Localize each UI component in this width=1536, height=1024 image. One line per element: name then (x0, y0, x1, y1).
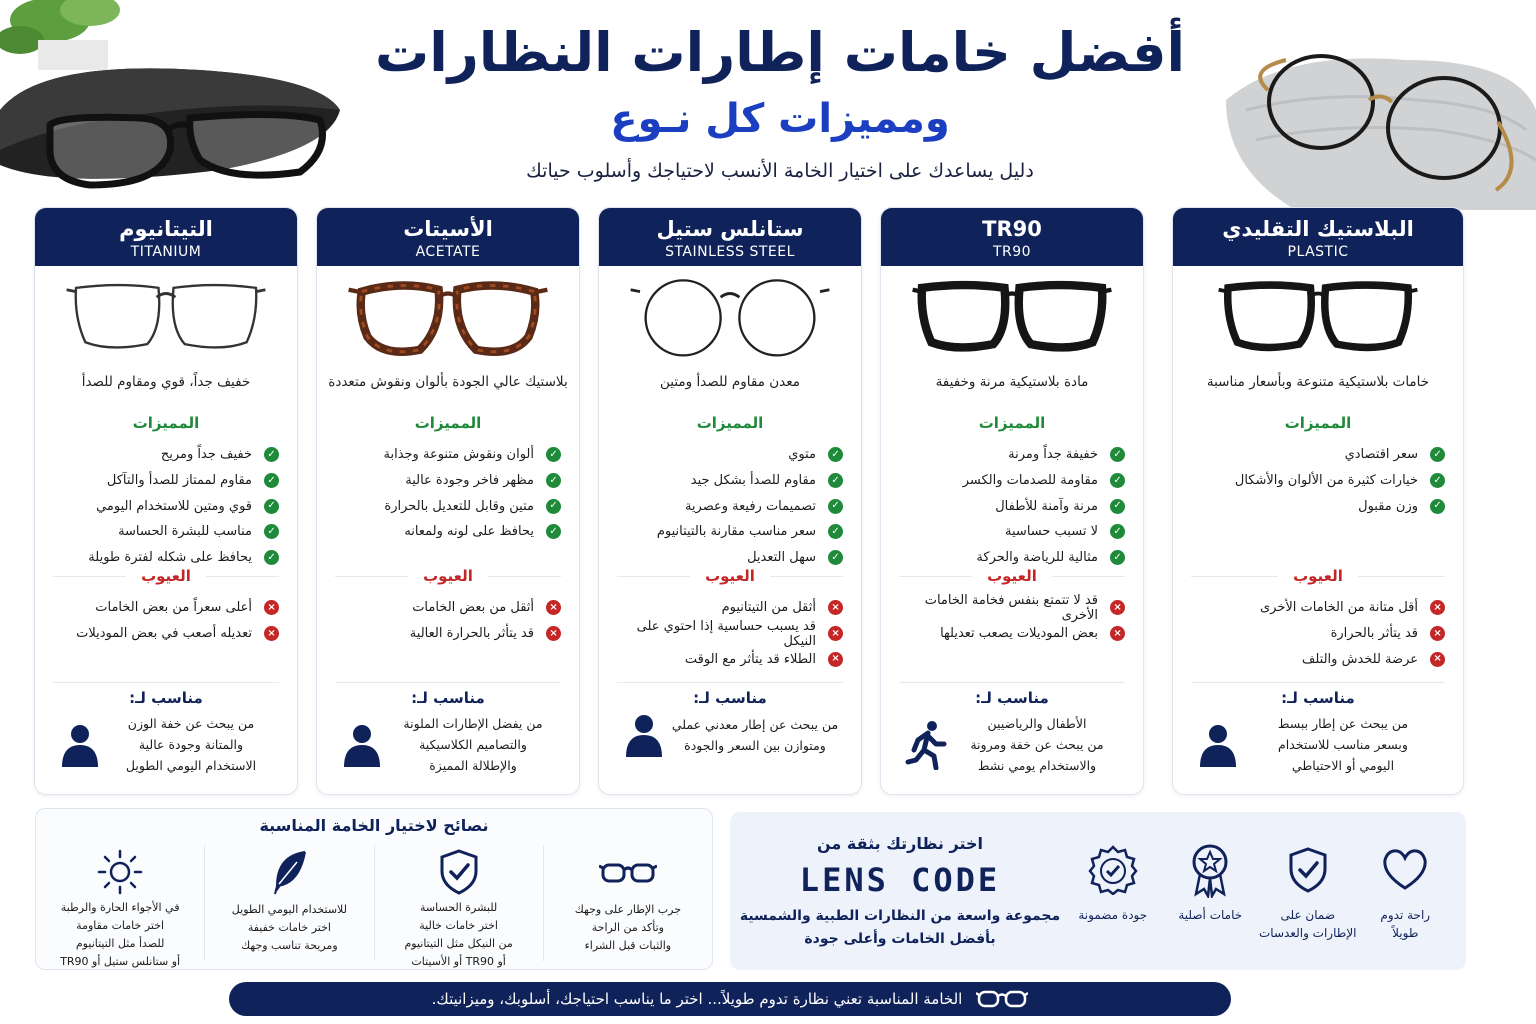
pros-title: المميزات (414, 414, 482, 432)
pro-text: سعر مناسب مقارنة بالتيتانيوم (656, 524, 816, 540)
sun-icon (97, 849, 143, 895)
pro-item (609, 493, 843, 519)
check-icon: ✓ (1110, 473, 1125, 488)
badge-line: طويلاً (1392, 926, 1419, 940)
pro-item (1183, 442, 1445, 468)
cons-section (317, 567, 579, 646)
pros-title: المميزات (132, 414, 200, 432)
pro-item (45, 442, 279, 468)
x-icon: × (828, 600, 843, 615)
check-icon: ✓ (1430, 499, 1445, 514)
con-item (609, 595, 843, 621)
brand-name: LENS CODE (799, 861, 1001, 899)
pros-title: المميزات (1284, 414, 1352, 432)
x-icon: × (546, 626, 561, 641)
pro-item (891, 442, 1125, 468)
suitable-line: الاستخدام اليومي الطويل (125, 758, 257, 773)
material-card-plastic (1172, 207, 1464, 795)
suitable-title: مناسب لـ: (129, 689, 203, 707)
cons-title: العيوب (1278, 567, 1358, 589)
pro-text: وزن مقبول (1358, 498, 1418, 514)
page-header (360, 18, 1200, 182)
check-icon: ✓ (264, 524, 279, 539)
pros-title: المميزات (978, 414, 1046, 432)
material-card-tr90 (880, 207, 1144, 795)
con-text: بعض الموديلات يصعب تعديلها (940, 626, 1098, 642)
check-icon: ✓ (1110, 550, 1125, 565)
pro-item (327, 442, 561, 468)
pro-text: يحافظ على شكله لفترة طويلة (88, 550, 252, 566)
page-title: أفضل خامات إطارات النظارات (375, 21, 1185, 84)
card-description: معدن مقاوم للصدأ ومتين (660, 374, 800, 390)
card-header (599, 208, 861, 266)
check-icon: ✓ (828, 524, 843, 539)
person-icon (619, 713, 669, 757)
pro-item (609, 442, 843, 468)
tip-line: في الأجواء الحارة والرطبة (60, 901, 180, 914)
check-icon: ✓ (828, 499, 843, 514)
suitable-text (387, 713, 559, 776)
tip-line: والثبات قبل الشراء (584, 939, 672, 952)
card-description: بلاستيك عالي الجودة بألوان ونقوش متعددة (328, 374, 568, 390)
card-description: خامات بلاستيكية متنوعة وبأسعار مناسبة (1206, 374, 1430, 390)
feather-icon (269, 849, 309, 897)
check-icon: ✓ (546, 447, 561, 462)
cons-list (599, 595, 861, 672)
card-title: التيتانيوم (119, 217, 213, 241)
page-tagline: دليل يساعدك على اختيار الخامة الأنسب لاحتياجك وأسلوب حياتك (526, 160, 1034, 182)
pro-item (45, 519, 279, 545)
con-item (609, 618, 843, 649)
card-header (317, 208, 579, 266)
x-icon: × (1430, 600, 1445, 615)
badge-line: جودة مضمونة (1078, 908, 1148, 922)
check-icon: ✓ (1430, 473, 1445, 488)
tip-item (204, 845, 373, 961)
suitable-line: من يبحث عن إطار ببسط (1277, 716, 1409, 731)
check-icon: ✓ (1110, 499, 1125, 514)
plant-illustration (0, 0, 120, 70)
x-icon: × (828, 626, 843, 641)
cons-list (881, 592, 1143, 646)
cons-title: العيوب (690, 567, 770, 589)
glasses-icon (1173, 266, 1463, 366)
tip-line: وتأكد من الراحة (591, 921, 664, 934)
brand-badge (1064, 842, 1162, 942)
badge-text (1259, 906, 1357, 942)
glasses-icon (317, 266, 579, 366)
check-icon: ✓ (828, 473, 843, 488)
suitable-section (35, 682, 297, 776)
tip-line: للبشرة الحساسة (420, 901, 498, 914)
con-text: قد يتأثر بالحرارة العالية (409, 626, 534, 642)
card-title: البلاستيك التقليدي (1222, 217, 1414, 241)
pro-text: سهل التعديل (747, 550, 816, 566)
pro-text: مقاوم للصدأ بشكل جيد (690, 473, 816, 489)
con-item (1183, 646, 1445, 672)
tips-title: نصائح لاختيار الخامة المناسبة (259, 816, 489, 835)
badge-line: راحة تدوم (1380, 908, 1431, 922)
material-card-acetate (316, 207, 580, 795)
material-card-titanium (34, 207, 298, 795)
card-subtitle: TR90 (992, 244, 1032, 260)
cons-section (35, 567, 297, 646)
page-subtitle: ومميزات كل نـوع (610, 96, 950, 142)
tip-line: أو TR90 أو الأسيتات (411, 955, 506, 968)
pro-item (45, 468, 279, 494)
glasses-icon (599, 266, 861, 366)
badge-line: خامات أصلية (1178, 908, 1243, 922)
pro-text: ألوان ونقوش متنوعة وجذابة (383, 447, 534, 463)
con-item (1183, 595, 1445, 621)
card-description: خفيف جداً، قوي ومقاوم للصدأ (81, 374, 251, 390)
x-icon: × (546, 600, 561, 615)
cons-title: العيوب (972, 567, 1052, 589)
suitable-line: من يفضل الإطارات الملونة (403, 716, 543, 731)
con-item (327, 595, 561, 621)
con-text: أثقل من التيتانيوم (721, 600, 816, 616)
con-item (1183, 621, 1445, 647)
heart-icon (1381, 842, 1429, 898)
badge-text (1380, 906, 1430, 942)
tip-line: ومريحة تناسب وجهك (241, 939, 338, 952)
card-subtitle: STAINLESS STEEL (665, 244, 795, 260)
suitable-line: والإطلالة المميزة (429, 758, 517, 773)
tip-item (36, 845, 204, 968)
x-icon: × (1110, 626, 1125, 641)
suitable-title: مناسب لـ: (411, 689, 485, 707)
pro-item (891, 519, 1125, 545)
tip-line: من النيكل مثل التيتانيوم (404, 937, 513, 950)
pro-text: قوي ومتين للاستخدام اليومي (96, 498, 252, 514)
con-item (891, 621, 1125, 647)
suitable-text (105, 713, 277, 776)
pros-list (599, 442, 861, 570)
runner-icon (901, 720, 951, 770)
suitable-line: اليومي أو الاحتياطي (1291, 758, 1395, 773)
tip-line: جرب الإطار على وجهك (574, 903, 682, 916)
suitable-line: من يبحث عن خفة الوزن (127, 716, 255, 731)
pro-text: مقاومة للصدمات والكسر (962, 473, 1098, 489)
con-item (609, 646, 843, 672)
pro-text: يحافظ على لونه ولمعانه (404, 524, 534, 540)
con-text: تعديله أصعب في بعض الموديلات (76, 626, 252, 642)
check-icon: ✓ (1110, 447, 1125, 462)
tip-text (232, 901, 347, 955)
suitable-line: والتصاميم الكلاسيكية (419, 737, 527, 752)
con-text: عرضة للخدش والتلف (1301, 651, 1418, 667)
tip-item (374, 845, 543, 968)
badge-line: ضمان على (1280, 908, 1336, 922)
card-subtitle: TITANIUM (130, 244, 202, 260)
x-icon: × (1430, 626, 1445, 641)
pro-item (327, 493, 561, 519)
suitable-line: الأطفال والرياضيين (987, 716, 1087, 731)
check-icon: ✓ (546, 524, 561, 539)
pros-list (1173, 442, 1463, 519)
card-subtitle: ACETATE (415, 244, 481, 260)
quality-seal-icon (1088, 842, 1138, 898)
card-subtitle: PLASTIC (1287, 244, 1349, 260)
tip-text (404, 899, 512, 971)
award-ribbon-icon (1188, 842, 1232, 898)
pro-item (891, 468, 1125, 494)
suitable-section (881, 682, 1143, 776)
pro-text: تصميمات رفيعة وعصرية (684, 498, 816, 514)
suitable-title: مناسب لـ: (1281, 689, 1355, 707)
check-icon: ✓ (264, 447, 279, 462)
pro-text: مثالية للرياضة والحركة (976, 550, 1098, 566)
suitable-title: مناسب لـ: (975, 689, 1049, 707)
pro-text: خفيف جداً ومريح (160, 447, 252, 463)
con-item (45, 621, 279, 647)
x-icon: × (264, 600, 279, 615)
person-icon (55, 723, 105, 767)
brand-badge (1162, 842, 1260, 942)
suitable-line: والاستخدام يومي نشط (977, 758, 1097, 773)
pro-text: سعر اقتصادي (1344, 447, 1418, 463)
cons-title: العيوب (408, 567, 488, 589)
con-text: قد لا تتمتع بنفس فخامة الخامات الأخرى (924, 592, 1098, 623)
suitable-text (1243, 713, 1443, 776)
brand-panel (730, 812, 1466, 970)
cons-list (35, 595, 297, 646)
check-icon: ✓ (546, 499, 561, 514)
tip-item (543, 845, 712, 961)
pro-item (327, 468, 561, 494)
footer-text: الخامة المناسبة تعني نظارة تدوم طويلاً... اختر ما يناسب احتياجك، أسلوبك، وميزانيتك. (431, 990, 963, 1008)
cloth-glasses-illustration (1206, 30, 1536, 210)
suitable-text (951, 713, 1123, 776)
cons-section (599, 567, 861, 672)
cons-list (1173, 595, 1463, 672)
pros-list (35, 442, 297, 570)
check-icon: ✓ (264, 550, 279, 565)
con-item (45, 595, 279, 621)
card-header (35, 208, 297, 266)
tip-text (60, 899, 180, 971)
badge-text (1178, 906, 1242, 924)
pro-item (609, 468, 843, 494)
check-icon: ✓ (1430, 447, 1445, 462)
glasses-icon (599, 849, 657, 897)
con-text: أقل متانة من الخامات الأخرى (1260, 600, 1418, 616)
con-text: أثقل من بعض الخامات (412, 600, 534, 616)
glasses-icon (976, 988, 1028, 1010)
check-icon: ✓ (264, 473, 279, 488)
shield-check-icon (439, 849, 479, 895)
glasses-case-illustration (0, 0, 360, 200)
tips-panel (35, 808, 713, 970)
pros-title: المميزات (696, 414, 764, 432)
tips-list (36, 845, 712, 968)
material-cards (34, 207, 1464, 795)
x-icon: × (828, 652, 843, 667)
card-title: ستانلس ستيل (656, 217, 804, 241)
badge-line: الإطارات والعدسات (1258, 926, 1357, 940)
tip-line: اختر خامات خالية (419, 919, 498, 932)
cons-section (1173, 567, 1463, 672)
material-card-steel (598, 207, 862, 795)
glasses-icon (881, 266, 1143, 366)
tip-line: اختر خامات مقاومة (76, 919, 165, 932)
check-icon: ✓ (264, 499, 279, 514)
pro-item (891, 493, 1125, 519)
tip-line: للصدأ مثل التيتانيوم (75, 937, 165, 950)
check-icon: ✓ (546, 473, 561, 488)
con-item (327, 621, 561, 647)
pros-list (881, 442, 1143, 570)
con-text: الطلاء قد يتأثر مع الوقت (684, 651, 816, 667)
tip-text (575, 901, 681, 955)
tip-line: للاستخدام اليومي الطويل (231, 903, 347, 916)
pro-text: لا تسبب حساسية (1005, 524, 1098, 540)
brand-description (730, 905, 1070, 951)
pro-text: خفيفة جداً ومرنة (1008, 447, 1098, 463)
card-header (881, 208, 1143, 266)
x-icon: × (264, 626, 279, 641)
check-icon: ✓ (828, 447, 843, 462)
suitable-line: والمتانة وجودة عالية (138, 737, 244, 752)
suitable-section (599, 682, 861, 757)
suitable-text (669, 714, 841, 756)
brand-badge (1259, 842, 1357, 942)
tip-line: أو ستانلس ستيل أو TR90 (60, 955, 181, 968)
brand-description-line: بأفضل الخامات وأعلى جودة (804, 931, 996, 947)
brand-intro: اختر نظارتك بثقة من (817, 834, 983, 853)
pro-item (609, 519, 843, 545)
con-item (891, 592, 1125, 623)
badge-text (1078, 906, 1147, 924)
card-description: مادة بلاستيكية مرنة وخفيفة (935, 374, 1089, 390)
pro-text: متوي (788, 447, 816, 463)
pro-text: مقاوم لممتاز للصدأ والتآكل (106, 473, 252, 489)
pro-text: مرنة وآمنة للأطفال (995, 498, 1098, 514)
suitable-section (317, 682, 579, 776)
pro-text: متين وقابل للتعديل بالحرارة (384, 498, 534, 514)
suitable-line: وبسعر مناسب للاستخدام (1278, 737, 1408, 752)
con-text: قد يسبب حساسية إذا احتوي على النيكل (636, 618, 816, 649)
brand-description-line: مجموعة واسعة من النظارات الطبية والشمسية (739, 908, 1061, 924)
footer-bar (229, 982, 1231, 1016)
cons-title: العيوب (126, 567, 206, 589)
pro-text: خيارات كثيرة من الألوان والأشكال (1234, 473, 1418, 489)
suitable-section (1173, 682, 1463, 776)
cons-list (317, 595, 579, 646)
x-icon: × (1430, 652, 1445, 667)
shield-check-icon (1288, 842, 1328, 898)
tip-line: اختر خامات خفيفة (247, 921, 331, 934)
suitable-line: من يبحث عن خفة ومرونة (970, 737, 1104, 752)
person-icon (337, 723, 387, 767)
con-text: أعلى سعراً من بعض الخامات (95, 600, 252, 616)
brand-badges (1064, 842, 1454, 942)
check-icon: ✓ (828, 550, 843, 565)
con-text: قد يتأثر بالحرارة (1330, 626, 1418, 642)
check-icon: ✓ (1110, 524, 1125, 539)
card-title: الأسيتات (403, 217, 493, 241)
pros-list (317, 442, 579, 545)
pro-text: مناسب للبشرة الحساسة (118, 524, 252, 540)
brand-main (730, 812, 1070, 970)
pro-item (1183, 493, 1445, 519)
pro-item (327, 519, 561, 545)
brand-badge (1357, 842, 1455, 942)
suitable-line: ومتوازن بين السعر والجودة (684, 738, 826, 753)
cons-section (881, 567, 1143, 646)
suitable-line: من يبحث عن إطار معدني عملي (671, 717, 839, 732)
card-title: TR90 (982, 217, 1042, 241)
pro-item (45, 493, 279, 519)
x-icon: × (1110, 600, 1125, 615)
glasses-icon (35, 266, 297, 366)
person-icon (1193, 723, 1243, 767)
suitable-title: مناسب لـ: (693, 689, 767, 707)
pro-item (1183, 468, 1445, 494)
card-header (1173, 208, 1463, 266)
pro-text: مظهر فاخر وجودة عالية (405, 473, 534, 489)
